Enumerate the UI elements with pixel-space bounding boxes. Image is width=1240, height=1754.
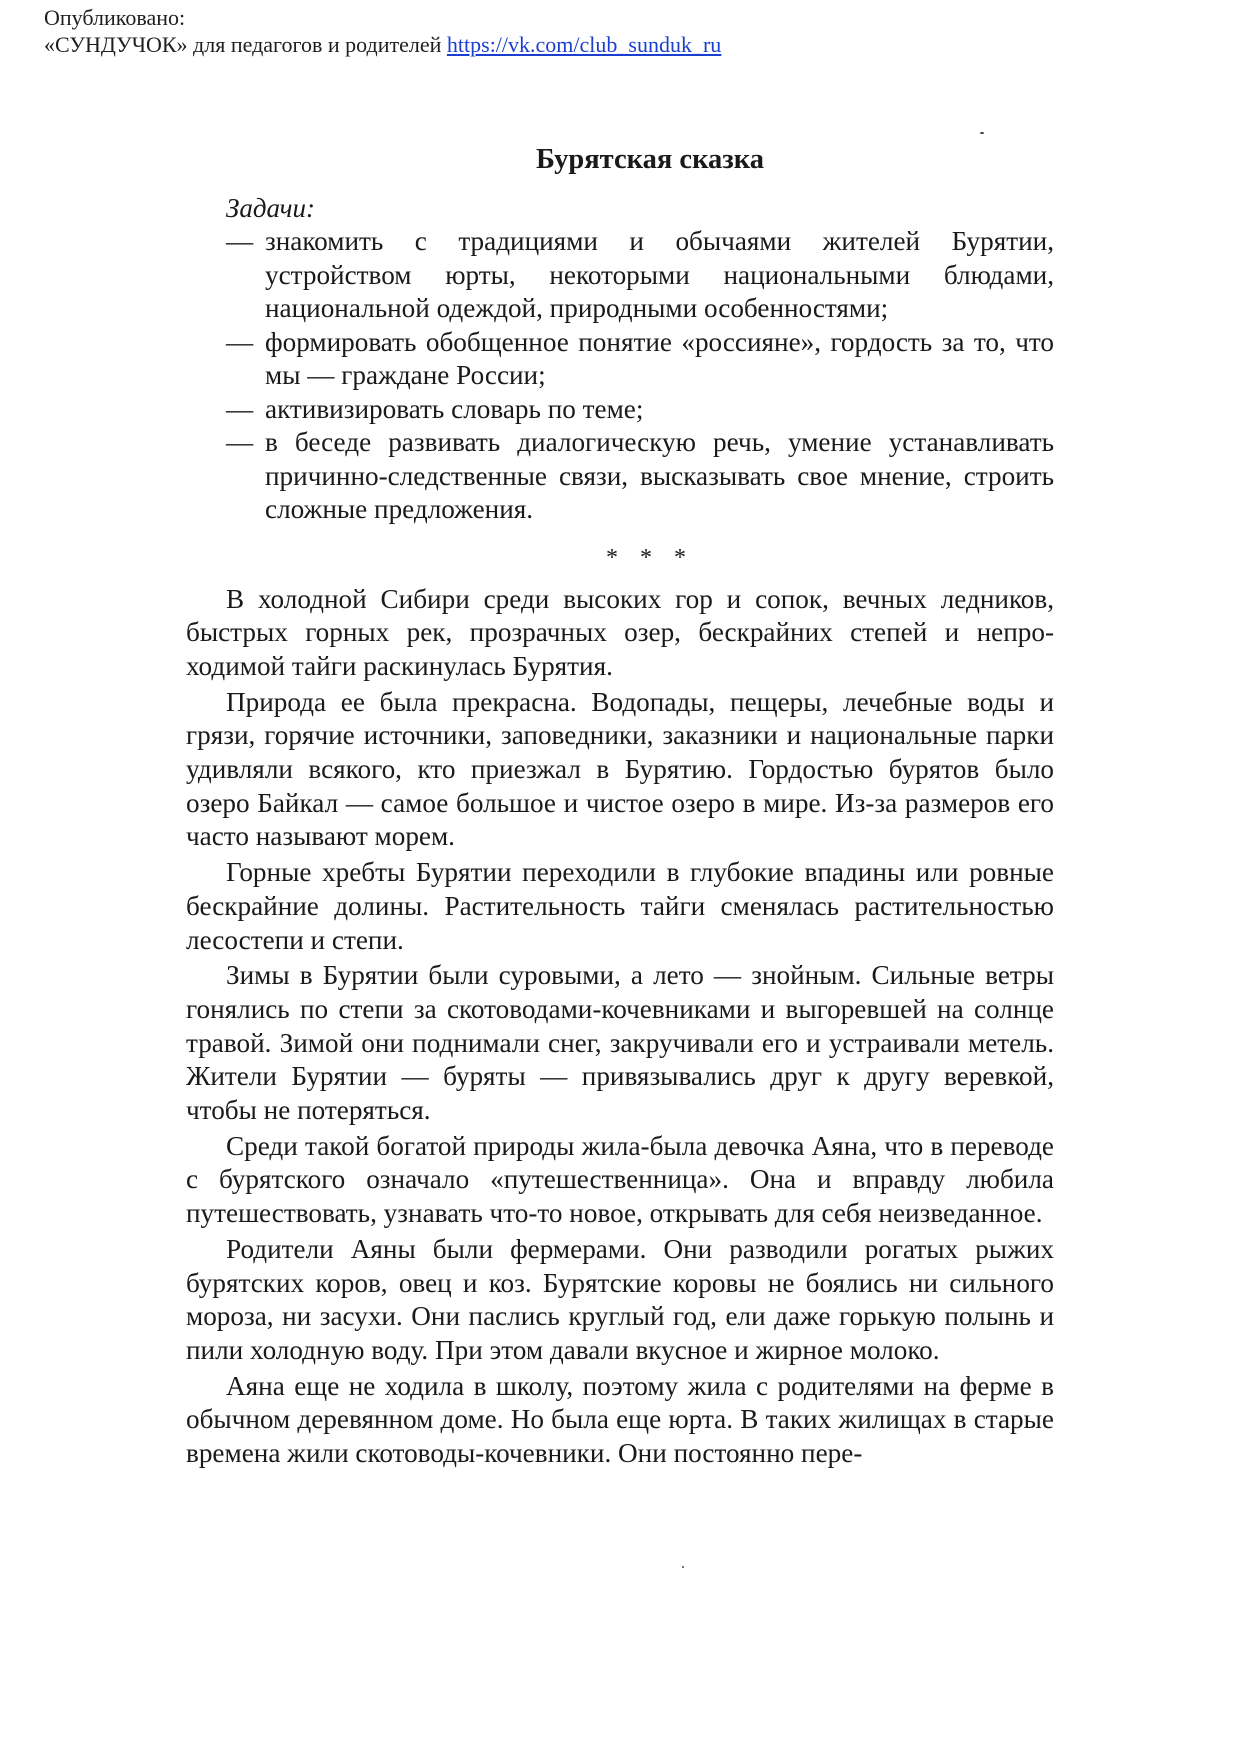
story-paragraph: Среди такой богатой природы жила-была девочка Аяна, что в переводе с бурятского означало «путешественница». Она и вправду любила путешествовать, узнавать что-то новое, открывать для себя неизведанное. (186, 1130, 1054, 1229)
task-item (186, 225, 1054, 326)
task-text: активизировать словарь по теме; (265, 393, 644, 424)
published-label: Опубликовано: (44, 5, 186, 30)
scan-speck-dot (682, 1566, 684, 1568)
task-text: формировать обобщенное понятие «россияне», гордость за то, что мы — граждане России; (265, 326, 1054, 390)
task-dash: — (226, 226, 254, 256)
story-paragraph: Природа ее была прекрасна. Водопады, пещеры, лечебные воды и грязи, горячие источники, заповедники, заказники и национальные парки удивляли всякого, кто приезжал в Бурятию. Гордостью бурятов было озеро Байкал — самое большое и чистое озеро в мире. Из-за размеров его часто называют морем. (186, 686, 1054, 852)
tasks-list (186, 225, 1054, 527)
story-paragraph: Родители Аяны были фермерами. Они разводили рогатых рыжих бурятских коров, овец и коз. Бурятские коровы не боялись ни сильного мороза, ни засухи. Они паслись круглый год, ели даже горькую полынь и пили холодную воду. При этом давали вкусное и жирное молоко. (186, 1233, 1054, 1365)
scan-speck-dot (980, 132, 984, 134)
task-dash: — (226, 393, 254, 424)
publisher-line (44, 31, 721, 58)
document-title: Бурятская сказка (535, 144, 764, 175)
story-text (186, 583, 1054, 1471)
tasks-label: Задачи: (226, 193, 316, 223)
section-separator: * * * (606, 544, 694, 571)
story-paragraph: Зимы в Бурятии были суровыми, а лето — знойным. Сильные ветры гонялись по степи за скотоводами-кочевниками и выгоревшей на солнце травой. Зимой они поднимали снег, закручивали его и устраивали метель. Жители Бурятии — буряты — привязывались друг к другу веревкой, чтобы не потеряться. (186, 960, 1054, 1126)
task-text: в беседе развивать диалогическую речь, умение устанавливать причинно-следственные связи, высказывать свое мнение, строить сложные предложения. (265, 427, 1054, 524)
story-paragraph: Горные хребты Бурятии переходили в глубокие впадины или ровные бескрайние долины. Растительность тайги сменялась растительностью лесостепи и степи. (186, 857, 1054, 955)
task-text: знакомить с традициями и обычаями жителей Бурятии, устройством юрты, некоторыми национальными блюдами, национальной одеждой, природными особенностями; (265, 226, 1054, 323)
task-dash: — (226, 427, 254, 457)
task-item (186, 426, 1054, 527)
story-paragraph: В холодной Сибири среди высоких гор и сопок, вечных ледников, быстрых горных рек, прозрачных озер, бескрайних степей и непроходимой тайги раскинулась Бурятия. (186, 583, 1054, 681)
publisher-name: «СУНДУЧОК» для педагогов и родителей (44, 32, 442, 57)
task-dash: — (226, 326, 254, 357)
vk-link[interactable]: https://vk.com/club_sunduk_ru (446, 32, 722, 57)
task-item (186, 326, 1054, 393)
document-body (186, 140, 1054, 1471)
task-item (186, 393, 1054, 427)
publication-note (44, 4, 721, 58)
story-paragraph: Аяна еще не ходила в школу, поэтому жила с родителями на ферме в обычном деревянном доме. Но была еще юрта. В таких жилищах в старые времена жили скотоводы-кочевники. Они постоянно пере- (186, 1370, 1054, 1469)
